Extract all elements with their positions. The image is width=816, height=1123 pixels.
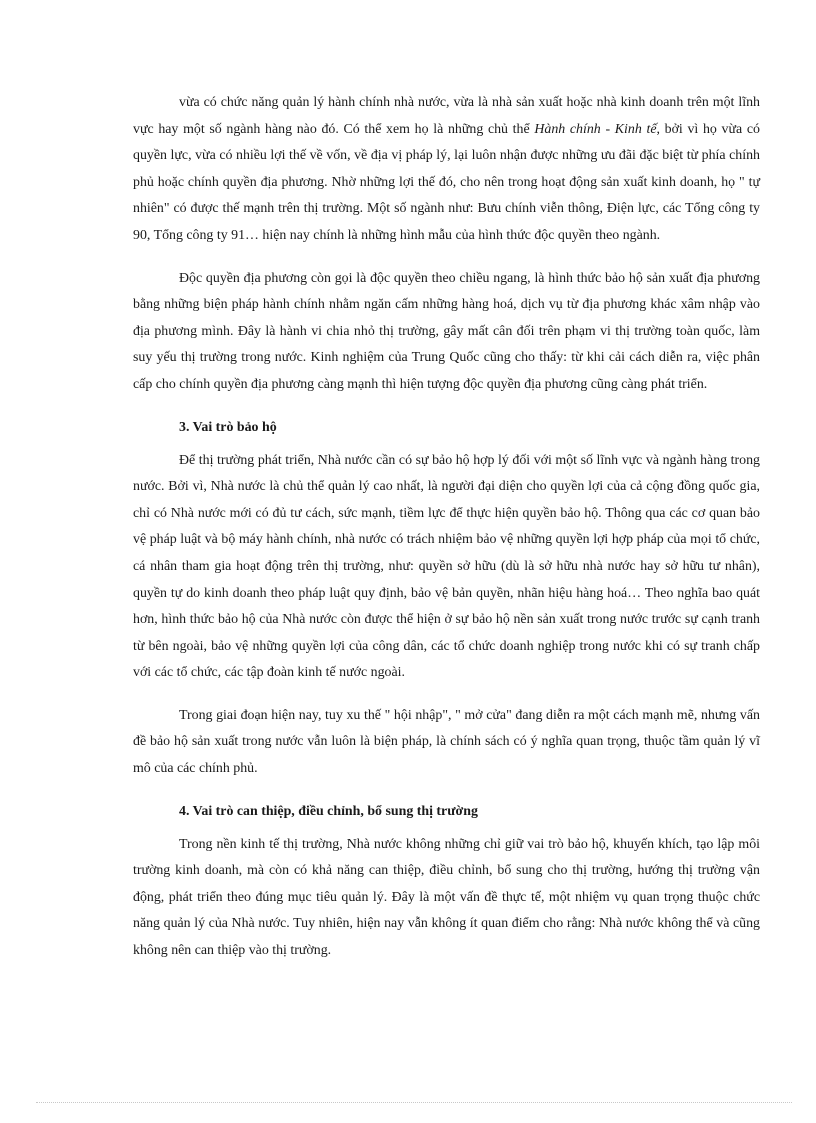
italic-term: Hành chính - Kinh tế bbox=[534, 121, 657, 137]
section-heading-intervention-role: 4. Vai trò can thiệp, điều chỉnh, bổ sung thị trường bbox=[179, 803, 478, 819]
paragraph-protection-role: Để thị trường phát triển, Nhà nước cần có sự bảo hộ hợp lý đối với một số lĩnh vực và ngành hàng trong nước. Bởi vì, Nhà nước là chủ thể quản lý cao nhất, là người đại diện cho quyền lợi của cả cộng đồng quốc gia, chỉ có Nhà nước mới có đủ tư cách, sức mạnh, tiềm lực để thực hiện quyền bảo hộ. Thông qua các cơ quan bảo vệ pháp luật và bộ máy hành chính, nhà nước có trách nhiệm bảo vệ những quyền lợi hợp pháp của mọi tổ chức, cá nhân tham gia hoạt động trên thị trường, như: quyền sở hữu (dù là sở hữu nhà nước hay sở hữu tư nhân), quyền tự do kinh doanh theo pháp luật quy định, bảo vệ bản quyền, nhãn hiệu hàng hoá… Theo nghĩa bao quát hơn, hình thức bảo hộ của Nhà nước còn được thể hiện ở sự bảo hộ nền sản xuất trong nước trước sự cạnh tranh từ bên ngoài, bảo vệ những quyền lợi của công dân, các tổ chức doanh nghiệp trong nước khi có sự tranh chấp với các tổ chức, các tập đoàn kinh tế nước ngoài. bbox=[133, 452, 760, 681]
paragraph-text: vừa có chức năng quản lý hành chính nhà nước, vừa là nhà sản xuất hoặc nhà kinh doanh trên một lĩnh vực hay một số ngành hàng nào đó. Có thể xem họ là những chủ thể bbox=[133, 95, 760, 137]
paragraph-integration: Trong giai đoạn hiện nay, tuy xu thế " hội nhập", " mở cửa" đang diễn ra một cách mạnh mẽ, nhưng vấn đề bảo hộ sản xuất trong nước vẫn luôn là biện pháp, là chính sách có ý nghĩa quan trọng, thuộc tầm quản lý vĩ mô của các chính phủ. bbox=[133, 707, 760, 777]
page-bottom-divider bbox=[36, 1102, 792, 1103]
paragraph-monopoly-by-sector bbox=[133, 90, 760, 250]
section-heading-protection-role: 3. Vai trò bảo hộ bbox=[179, 419, 277, 435]
paragraph-local-monopoly: Độc quyền địa phương còn gọi là độc quyền theo chiều ngang, là hình thức bảo hộ sản xuất địa phương bằng những biện pháp hành chính nhằm ngăn cấm những hàng hoá, dịch vụ từ địa phương khác xâm nhập vào địa phương mình. Đây là hành vi chia nhỏ thị trường, gây mất cân đối trên phạm vi thị trường toàn quốc, làm suy yếu thị trường trong nước. Kinh nghiệm của Trung Quốc cũng cho thấy: từ khi cải cách diễn ra, việc phân cấp cho chính quyền địa phương càng mạnh thì hiện tượng độc quyền địa phương cũng càng phát triển. bbox=[133, 270, 760, 392]
paragraph-text: , bởi vì họ vừa có quyền lực, vừa có nhiều lợi thế về vốn, về địa vị pháp lý, lại luôn nhận được những ưu đãi đặc biệt từ phía chính phủ hoặc chính quyền địa phương. Nhờ những lợi thế đó, cho nên trong hoạt động sản xuất kinh doanh, họ " tự nhiên" có được thế mạnh trên thị trường. Một số ngành như: Bưu chính viễn thông, Điện lực, các Tổng công ty 90, Tổng công ty 91… hiện nay chính là những hình mẫu của hình thức độc quyền theo ngành. bbox=[133, 121, 760, 243]
paragraph-intervention-role: Trong nền kinh tế thị trường, Nhà nước không những chỉ giữ vai trò bảo hộ, khuyến khích, tạo lập môi trường kinh doanh, mà còn có khả năng can thiệp, điều chỉnh, bổ sung cho thị trường, hướng thị trường vận động, phát triển theo đúng mục tiêu quản lý. Đây là một vấn đề thực tế, một nhiệm vụ quan trọng thuộc chức năng quản lý của Nhà nước. Tuy nhiên, hiện nay vẫn không ít quan điểm cho rằng: Nhà nước không thể và cũng không nên can thiệp vào thị trường. bbox=[133, 836, 760, 959]
